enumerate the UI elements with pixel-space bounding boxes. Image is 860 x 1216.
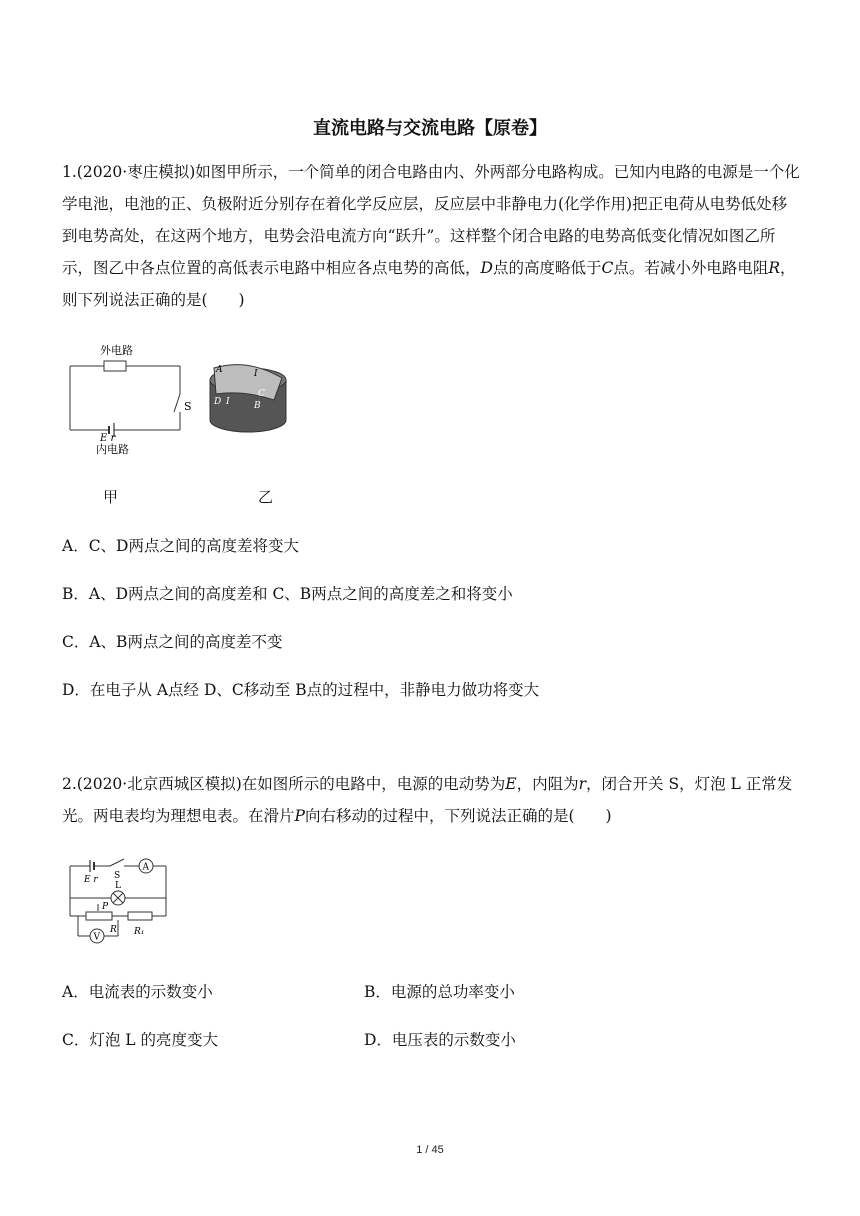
stem-text: 向右移动的过程中，下列说法正确的是( ) [304,807,612,825]
label-current: I [226,397,230,407]
variable-r: r [578,775,587,793]
resistor-r1 [128,912,152,920]
label-battery: E r [84,875,98,885]
label-resistor-r1: R₁ [134,927,145,937]
question-1-stem [62,156,802,316]
label-battery: E r [100,433,116,444]
label-point-d: D [214,397,222,407]
option-d[interactable]: D．电压表的示数变小 [364,1031,516,1049]
variable-d: D [480,259,493,277]
switch-s [110,859,124,866]
variable-e: E [505,775,517,793]
label-point-a: A [216,365,223,375]
label-ammeter: A [142,862,149,873]
caption-yi: 乙 [258,488,274,506]
switch-s [174,394,180,412]
option-b[interactable]: B．A、D两点之间的高度差和 C、B两点之间的高度差之和将变小 [62,585,513,603]
label-switch: S [114,871,121,881]
variable-p: P [294,807,305,825]
resistor-r [104,361,126,371]
option-a[interactable]: A．C、D两点之间的高度差将变大 [62,537,299,555]
label-switch: S [184,400,192,413]
option-a[interactable]: A．电流表的示数变小 [62,983,213,1001]
stem-text: ，内阻为 [516,775,579,793]
variable-c: C [601,259,614,277]
question-source: (2020·北京西城区模拟) [76,775,242,793]
label-inner-circuit: 内电路 [96,443,129,456]
option-d[interactable]: D．在电子从 A点经 D、C移动至 B点的过程中，非静电力做功将变大 [62,681,540,699]
question-number: 2. [62,775,77,793]
label-voltmeter: V [93,932,100,943]
question-2-stem [62,768,802,832]
stem-text: 点的高度略低于 [492,259,602,277]
label-point-b: B [254,401,261,411]
option-c[interactable]: C．A、B两点之间的高度差不变 [62,633,283,651]
label-outer-circuit: 外电路 [100,344,133,357]
label-point-c: C [258,389,265,399]
label-rheostat: R [110,925,117,935]
caption-jia: 甲 [103,488,119,506]
document-title: 直流电路与交流电路【原卷】 [313,118,547,139]
label-current: I [254,369,258,379]
label-lamp: L [115,881,121,891]
figure-yi-potential-model [204,356,294,440]
option-c[interactable]: C．灯泡 L 的亮度变大 [62,1031,219,1049]
figure-q2-circuit [66,854,176,950]
figure-jia-circuit [64,340,194,460]
option-b[interactable]: B．电源的总功率变小 [364,983,515,1001]
variable-r: R [768,259,781,277]
stem-text: 如图甲所示，一个简单的闭合电路由内、外两部分电路构成。已知内电路的电源是一个化学电池，电池的正、负极附近分别存在着化学反应层，反应层中非静电力(化学作用)把正电荷从电势低处移到电势高处，在这两个地方，电势会沿电流方向“跃升”。这样整个闭合电路的电势高低变化情况如图乙所示，图乙中各点位置的高低表示电路中相应各点电势的高低， [62,163,800,277]
stem-text: ，闭合开关 S，灯泡 L 正常发光。两电表均为理想电表。在滑片 [62,775,793,825]
stem-text: 点。若减小外电路电阻 [613,259,769,277]
page-number: 1 / 45 [416,1144,444,1156]
question-number: 1. [62,163,77,181]
label-slider: P [102,902,109,912]
stem-text: ，则下列说法正确的是( ) [62,259,796,309]
rheostat-r [86,912,112,920]
stem-text: 在如图所示的电路中，电源的电动势为 [241,775,506,793]
question-source: (2020·枣庄模拟) [76,163,196,181]
